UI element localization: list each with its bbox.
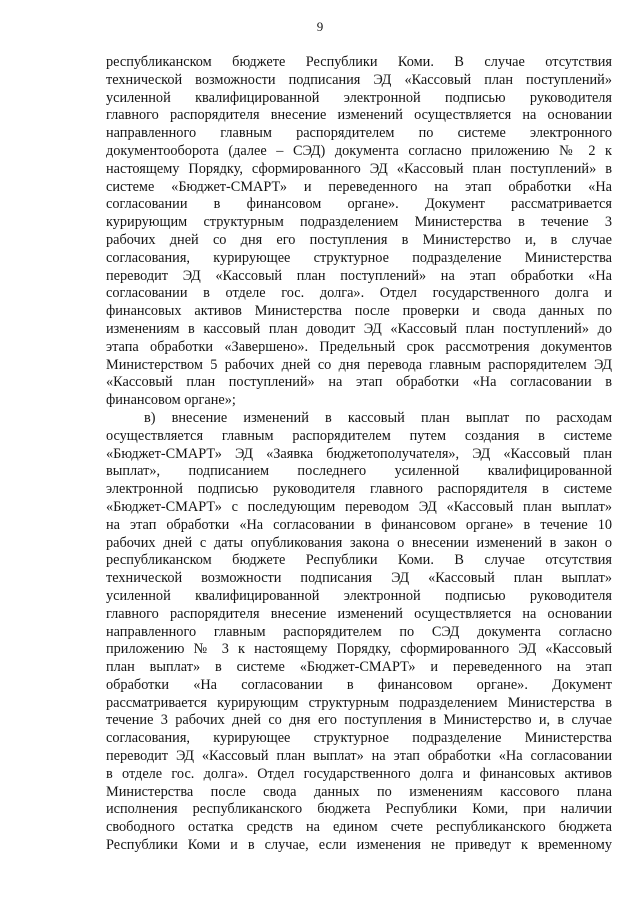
text-line: «Бюджет-СМАРТ» ЭД «Заявка бюджетополучателя», ЭД «Кассовый план	[106, 445, 612, 462]
text-line: документооборота (далее – СЭД) документа согласно приложению № 2 к	[106, 142, 612, 159]
paragraph-1	[106, 54, 612, 410]
text-line: Министерства после свода данных по изменениям кассового плана	[106, 783, 612, 800]
text-line: приложению № 3 к настоящему Порядку, сформированного ЭД «Кассовый	[106, 641, 612, 658]
text-line: направленного главным распорядителем по СЭД документа согласно	[106, 623, 612, 640]
text-line: системе «Бюджет-СМАРТ» и переведенного на этап обработки «На	[106, 178, 612, 195]
paragraph-2	[106, 410, 612, 855]
text-line: главного распорядителя внесение изменений осуществляется на основании	[106, 605, 612, 622]
text-line: переводит ЭД «Кассовый план поступлений» на этап обработки «На	[106, 267, 612, 284]
text-line: на этап обработки «На согласовании в финансовом органе» в течение 10	[106, 516, 612, 533]
text-line: технической возможности подписания ЭД «Кассовый план поступлений»	[106, 71, 612, 88]
text-line: финансовом органе»;	[106, 392, 236, 409]
text-line: рабочих дней со дня его поступления в Министерство и, в случае	[106, 231, 612, 248]
text-line: «Бюджет-СМАРТ» с последующим переводом ЭД «Кассовый план выплат»	[106, 498, 612, 515]
text-line: течение 3 рабочих дней со дня его поступления в Министерство и, в случае	[106, 712, 612, 729]
text-line: изменениям в кассовый план доводит ЭД «Кассовый план поступлений» до	[106, 320, 612, 337]
text-line: главного распорядителя внесение изменений осуществляется на основании	[106, 107, 612, 124]
text-line: рассматривается курирующим структурным подразделением Министерства в	[106, 694, 612, 711]
text-line: свободного остатка средств на едином счете республиканского бюджета	[106, 819, 612, 836]
text-line: рабочих дней с даты опубликования закона о внесении изменений в закон о	[106, 534, 612, 551]
text-line: исполнения республиканского бюджета Республики Коми, при наличии	[106, 801, 612, 818]
text-line: выплат», подписанием последнего усиленной квалифицированной	[106, 463, 612, 480]
text-line: согласовании в отделе гос. долга». Отдел государственного долга и	[106, 285, 612, 302]
document-body	[106, 54, 612, 855]
text-line: Министерством 5 рабочих дней со дня перевода главным распорядителем ЭД	[106, 356, 612, 373]
text-line: Республики Коми и в случае, если изменения не приведут к временному	[106, 837, 612, 854]
page-number: 9	[316, 19, 324, 34]
text-line: согласовании в финансовом органе». Документ рассматривается	[106, 196, 612, 213]
text-line: направленного главным распорядителем по системе электронного	[106, 125, 612, 142]
text-line: финансовых активов Министерства после проверки и свода данных по	[106, 303, 612, 320]
text-line: настоящему Порядку, сформированного ЭД «Кассовый план поступлений» в	[106, 160, 612, 177]
text-line: курирующим структурным подразделением Министерства в течение 3	[106, 214, 612, 231]
text-line: переводит ЭД «Кассовый план выплат» на этап обработки «На согласовании	[106, 748, 612, 765]
text-line: осуществляется главным распорядителем путем создания в системе	[106, 427, 612, 444]
text-line: республиканском бюджете Республики Коми. В случае отсутствия	[106, 54, 612, 70]
text-line: республиканском бюджете Республики Коми. В случае отсутствия	[106, 552, 612, 569]
text-line: технической возможности подписания ЭД «Кассовый план выплат»	[106, 570, 612, 587]
text-line: согласования, курирующее структурное подразделение Министерства	[106, 730, 612, 747]
text-line: электронной подписью руководителя главного распорядителя в системе	[106, 481, 612, 498]
text-line: усиленной квалифицированной электронной подписью руководителя	[106, 587, 612, 604]
text-line: в отделе гос. долга». Отдел государственного долга и финансовых активов	[106, 765, 612, 782]
text-line: этапа обработки «Завершено». Предельный срок рассмотрения документов	[106, 338, 612, 355]
text-line: план выплат» в системе «Бюджет-СМАРТ» и переведенного на этап	[106, 659, 612, 676]
text-line: в) внесение изменений в кассовый план выплат по расходам	[144, 409, 612, 426]
text-line: согласования, курирующее структурное подразделение Министерства	[106, 249, 612, 266]
text-line: обработки «На согласовании в финансовом органе». Документ	[106, 676, 612, 693]
text-line: усиленной квалифицированной электронной подписью руководителя	[106, 89, 612, 106]
text-line: «Кассовый план поступлений» на этап обработки «На согласовании в	[106, 374, 612, 391]
